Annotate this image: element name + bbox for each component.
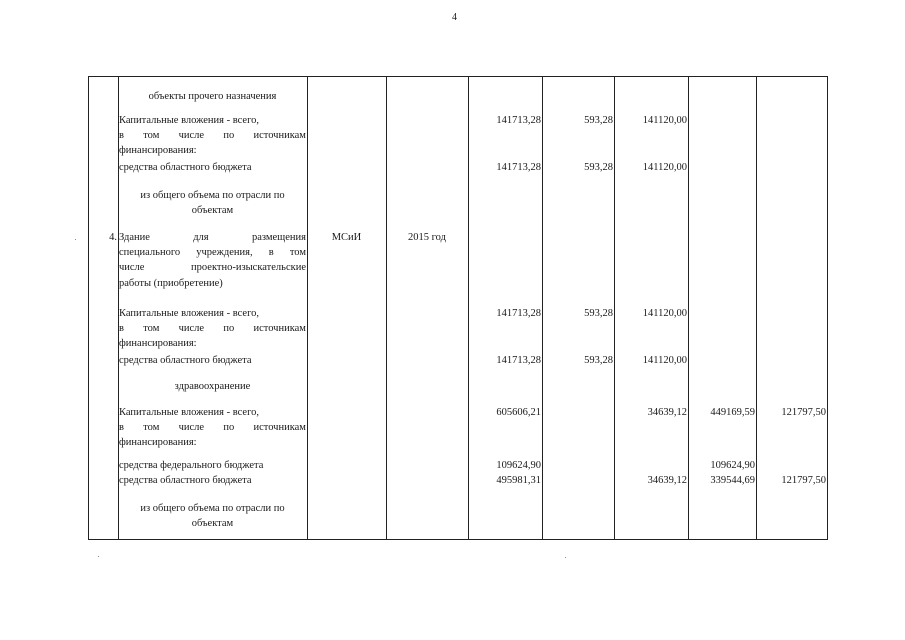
word: числе — [119, 262, 145, 274]
cap-invest-line: Капитальные вложения - всего, — [119, 115, 259, 126]
from-total-line: из общего объема по отрасли по — [140, 503, 285, 514]
word: том — [143, 422, 160, 434]
object-line-justified — [119, 245, 306, 260]
column-divider — [307, 77, 308, 539]
word: том — [289, 247, 306, 259]
cap-invest-label — [119, 113, 306, 159]
word: в — [119, 422, 124, 434]
value-cell: 141713,28 — [496, 115, 541, 126]
word: источникам — [253, 323, 306, 335]
value-cell: 141120,00 — [642, 115, 687, 126]
value-cell: 593,28 — [584, 355, 613, 366]
period-cell: 2015 год — [408, 232, 446, 243]
value-cell: 141713,28 — [496, 162, 541, 173]
scan-speck — [98, 556, 99, 557]
word: числе — [178, 130, 205, 142]
from-total-line: объектам — [191, 205, 234, 217]
column-divider — [88, 77, 89, 539]
cap-invest-line-justified — [119, 321, 306, 336]
section-header-other: объекты прочего назначения — [148, 91, 277, 102]
cap-invest-line-justified — [119, 420, 306, 435]
cap-invest-line-justified — [119, 128, 306, 143]
cap-invest-line: Капитальные вложения - всего, — [119, 407, 259, 418]
from-total-label — [118, 188, 307, 218]
column-divider — [756, 77, 757, 539]
regional-budget-label: средства областного бюджета — [119, 355, 252, 366]
page-number: 4 — [452, 12, 457, 23]
word: размещения — [251, 232, 306, 243]
cap-invest-label — [119, 306, 306, 352]
value-cell: 141120,00 — [642, 308, 687, 319]
value-cell: 339544,69 — [710, 475, 755, 486]
cap-invest-line: Капитальные вложения - всего, — [119, 308, 259, 319]
value-cell: 34639,12 — [647, 407, 687, 418]
word: для — [193, 232, 209, 243]
cap-invest-line: финансирования: — [119, 338, 197, 350]
word: источникам — [253, 422, 306, 434]
value-cell: 141713,28 — [496, 308, 541, 319]
object-4-title — [119, 230, 306, 291]
word: числе — [178, 323, 205, 335]
column-divider — [386, 77, 387, 539]
word: том — [143, 130, 160, 142]
value-cell: 34639,12 — [647, 475, 687, 486]
word: в — [268, 247, 274, 259]
value-cell: 449169,59 — [710, 407, 755, 418]
section-header-healthcare: здравоохранение — [174, 381, 251, 392]
federal-budget-label: средства федерального бюджета — [119, 460, 264, 471]
executor-cell: МСиИ — [331, 232, 362, 243]
regional-budget-label: средства областного бюджета — [119, 475, 252, 486]
scan-speck — [75, 239, 76, 240]
cap-invest-line: финансирования: — [119, 145, 197, 157]
row-number: 4. — [109, 232, 117, 243]
word: проектно-изыскательские — [191, 262, 306, 274]
word: в — [119, 130, 124, 142]
value-cell: 141120,00 — [642, 355, 687, 366]
word: источникам — [253, 130, 306, 142]
value-cell: 121797,50 — [781, 475, 826, 486]
word: по — [223, 422, 235, 434]
object-line-justified — [119, 260, 306, 275]
value-cell: 109624,90 — [710, 460, 755, 471]
value-cell: 495981,31 — [496, 475, 541, 486]
from-total-line: объектам — [191, 518, 234, 530]
word: том — [143, 323, 160, 335]
value-cell: 593,28 — [584, 162, 613, 173]
value-cell: 605606,21 — [496, 407, 541, 418]
value-cell: 593,28 — [584, 308, 613, 319]
cap-invest-label — [119, 405, 306, 451]
word: числе — [178, 422, 205, 434]
object-line-justified — [119, 230, 306, 245]
budget-table — [88, 76, 828, 540]
word: учреждения, — [196, 247, 253, 259]
word: в — [119, 323, 124, 335]
word: специального — [119, 247, 181, 259]
word: по — [223, 130, 235, 142]
value-cell: 593,28 — [584, 115, 613, 126]
scan-speck — [565, 557, 566, 558]
value-cell: 141713,28 — [496, 355, 541, 366]
from-total-line: из общего объема по отрасли по — [140, 190, 285, 201]
value-cell: 109624,90 — [496, 460, 541, 471]
value-cell: 121797,50 — [781, 407, 826, 418]
from-total-label — [118, 501, 307, 531]
word: по — [223, 323, 235, 335]
object-line: работы (приобретение) — [119, 277, 223, 289]
value-cell: 141120,00 — [642, 162, 687, 173]
column-divider — [827, 77, 828, 539]
word: Здание — [119, 232, 150, 243]
regional-budget-label: средства областного бюджета — [119, 162, 252, 173]
cap-invest-line: финансирования: — [119, 437, 197, 449]
